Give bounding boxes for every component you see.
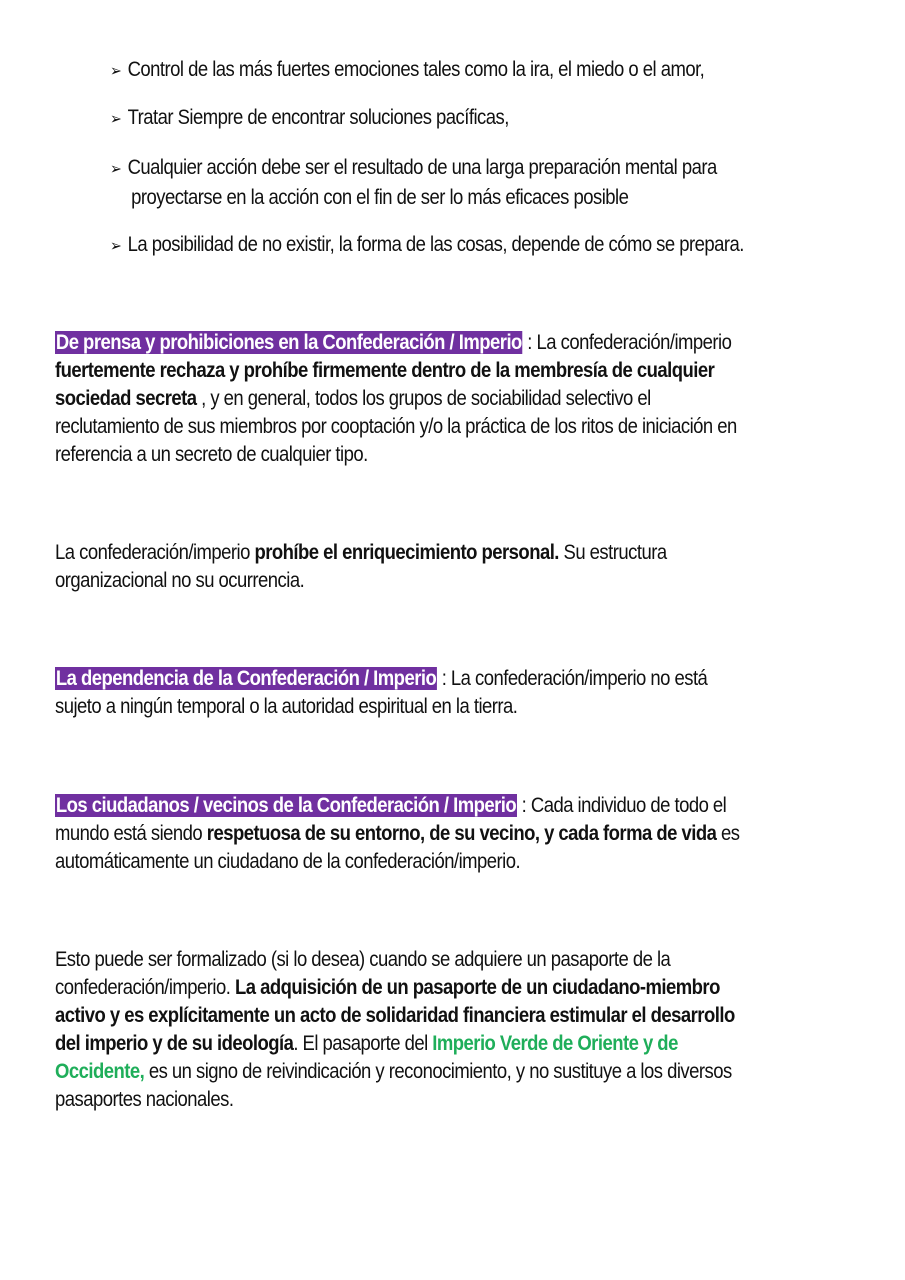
arrow-bullet-icon: ➢: [110, 161, 122, 178]
bullet-item: ➢ Control de las más fuertes emociones tales como la ira, el miedo o el amor,: [110, 56, 704, 86]
section-heading: La dependencia de la Confederación / Imperio: [55, 667, 437, 690]
paragraph-ciudadanos: Los ciudadanos / vecinos de la Confederación / Imperio : Cada individuo de todo el mundo está siendo respetuosa de su entorno, de su vecino, y cada forma de vida es automáticamente un ciudadano de la confederación/imperio.: [55, 794, 740, 873]
green-empire-name: Imperio Verde de Oriente y de: [432, 1032, 678, 1055]
paragraph-dependencia: La dependencia de la Confederación / Imperio : La confederación/imperio no está sujeto a ningún temporal o la autoridad espiritual en la tierra.: [55, 667, 708, 718]
paragraph-prensa: De prensa y prohibiciones en la Confederación / Imperio : La confederación/imperio fuertemente rechaza y prohíbe firmemente dentro de la membresía de cualquier sociedad secreta , y en general, todos los grupos de sociabilidad selectivo el reclutamiento de sus miembros por cooptación y/o la práctica de los ritos de iniciación en referencia a un secreto de cualquier tipo.: [55, 331, 737, 466]
arrow-bullet-icon: ➢: [110, 63, 122, 80]
section-heading: De prensa y prohibiciones en la Confederación / Imperio: [55, 331, 522, 354]
paragraph-enriquecimiento: La confederación/imperio prohíbe el enriquecimiento personal. Su estructura organizacional no su ocurrencia.: [55, 541, 667, 592]
green-empire-name: Occidente,: [55, 1060, 145, 1083]
section-heading: Los ciudadanos / vecinos de la Confederación / Imperio: [55, 794, 517, 817]
bullet-item: ➢ La posibilidad de no existir, la forma de las cosas, depende de cómo se prepara.: [110, 231, 744, 261]
bullet-item: ➢ Cualquier acción debe ser el resultado de una larga preparación mental para proyectarse en la acción con el fin de ser lo más eficaces posible: [110, 156, 717, 209]
bullet-item: ➢ Tratar Siempre de encontrar soluciones pacíficas,: [110, 104, 509, 134]
arrow-bullet-icon: ➢: [110, 111, 122, 128]
arrow-bullet-icon: ➢: [110, 238, 122, 255]
paragraph-pasaporte: Esto puede ser formalizado (si lo desea) cuando se adquiere un pasaporte de la confederación/imperio. La adquisición de un pasaporte de un ciudadano-miembro activo y es explícitamente un acto de solidaridad financiera estimular el desarrollo del imperio y de su ideología. El pasaporte del Imperio Verde de Oriente y de Occidente, es un signo de reivindicación y reconocimiento, y no sustituye a los diversos pasaportes nacionales.: [55, 948, 735, 1111]
